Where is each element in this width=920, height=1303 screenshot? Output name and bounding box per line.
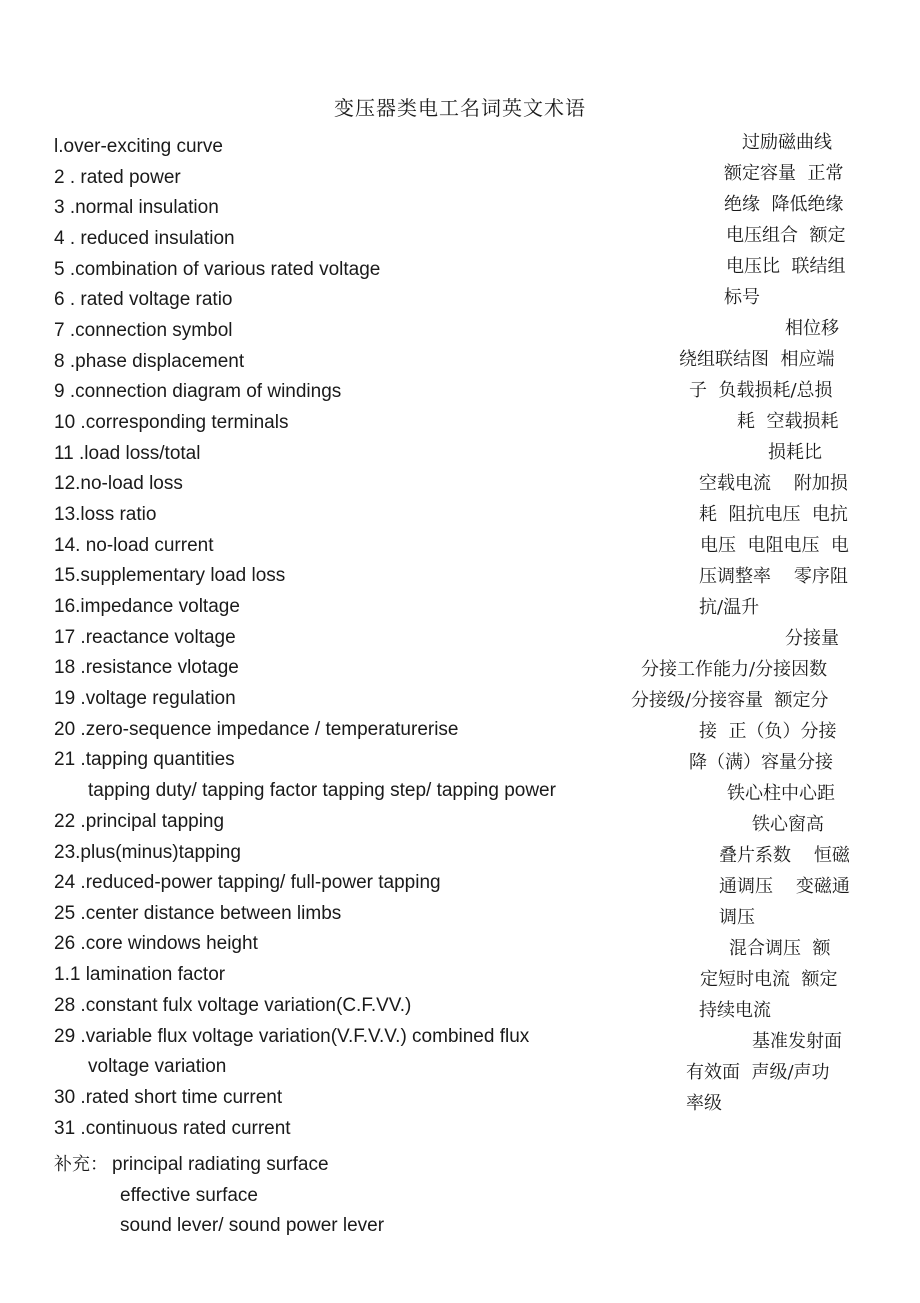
chinese-term-line: 耗 阻抗电压 电抗: [699, 504, 848, 525]
chinese-term-line: 额定容量 正常: [724, 163, 844, 184]
chinese-term-line: 分接工作能力/分接因数: [641, 659, 828, 680]
chinese-term-line: 调压: [719, 907, 755, 928]
english-term: 20 .zero-sequence impedance / temperaturerise: [54, 719, 459, 740]
english-term: 25 .center distance between limbs: [54, 903, 342, 924]
chinese-term-line: 电压 电阻电压 电: [700, 535, 849, 556]
english-term: 11 .load loss/total: [54, 443, 201, 464]
chinese-term-line: 定短时电流 额定: [700, 969, 838, 990]
english-term: tapping duty/ tapping factor tapping step/ tapping power: [88, 780, 556, 801]
chinese-term-line: 混合调压 额: [729, 938, 831, 959]
english-term: 16.impedance voltage: [54, 596, 240, 617]
english-term: l.over-exciting curve: [54, 136, 223, 157]
chinese-term-line: 过励磁曲线: [742, 132, 832, 153]
english-term: 12.no-load loss: [54, 473, 183, 494]
english-term: 2 . rated power: [54, 167, 181, 188]
english-term: 13.loss ratio: [54, 504, 157, 525]
english-term: 17 .reactance voltage: [54, 627, 236, 648]
english-term: 3 .normal insulation: [54, 197, 219, 218]
chinese-term-line: 耗 空载损耗: [737, 411, 839, 432]
chinese-term-line: 压调整率 零序阻: [699, 566, 848, 587]
chinese-term-line: 降（满）容量分接: [689, 752, 833, 773]
chinese-term-line: 持续电流: [699, 1000, 771, 1021]
chinese-term-line: 铁心窗高: [752, 814, 824, 835]
english-term: 30 .rated short time current: [54, 1087, 283, 1108]
english-term: 6 . rated voltage ratio: [54, 289, 233, 310]
english-term: 14. no-load current: [54, 535, 214, 556]
chinese-term-line: 抗/温升: [699, 597, 760, 618]
english-term: 19 .voltage regulation: [54, 688, 236, 709]
chinese-term-line: 接 正（负）分接: [699, 721, 837, 742]
chinese-term-line: 电压比 联结组: [726, 256, 846, 277]
english-term: 26 .core windows height: [54, 933, 258, 954]
supplement-term: sound lever/ sound power lever: [120, 1215, 385, 1236]
chinese-term-line: 铁心柱中心距: [727, 783, 835, 804]
english-term: 22 .principal tapping: [54, 811, 225, 832]
chinese-term-line: 损耗比: [768, 442, 822, 463]
chinese-term-line: 叠片系数 恒磁: [719, 845, 850, 866]
english-term: 1.1 lamination factor: [54, 964, 226, 985]
english-term: 28 .constant fulx voltage variation(C.F.VV.): [54, 995, 412, 1016]
chinese-term-line: 绝缘 降低绝缘: [724, 194, 844, 215]
chinese-term-line: 标号: [724, 287, 760, 308]
english-term: 21 .tapping quantities: [54, 749, 235, 770]
chinese-term-line: 分接级/分接容量 额定分: [631, 690, 829, 711]
chinese-term-line: 率级: [686, 1093, 722, 1114]
supplement-term: effective surface: [120, 1185, 259, 1206]
english-term: 4 . reduced insulation: [54, 228, 235, 249]
english-term: 18 .resistance vlotage: [54, 657, 239, 678]
english-term: 29 .variable flux voltage variation(V.F.V.V.) combined flux: [54, 1026, 530, 1047]
chinese-term-line: 有效面 声级/声功: [686, 1062, 830, 1083]
chinese-term-line: 分接量: [785, 628, 839, 649]
document-title: 变压器类电工名词英文术语: [334, 96, 586, 120]
chinese-term-line: 电压组合 额定: [726, 225, 846, 246]
english-term: voltage variation: [88, 1056, 227, 1077]
english-term: 7 .connection symbol: [54, 320, 233, 341]
chinese-term-line: 子 负载损耗/总损: [689, 380, 833, 401]
chinese-term-line: 绕组联结图 相应端: [679, 349, 835, 370]
english-term: 23.plus(minus)tapping: [54, 842, 241, 863]
english-term: 5 .combination of various rated voltage: [54, 259, 381, 280]
supplement-label: 补充：: [54, 1154, 108, 1175]
english-term: 24 .reduced-power tapping/ full-power tapping: [54, 872, 441, 893]
chinese-term-line: 基准发射面: [752, 1031, 842, 1052]
supplement-term: principal radiating surface: [112, 1154, 329, 1175]
english-term: 15.supplementary load loss: [54, 565, 286, 586]
english-term: 10 .corresponding terminals: [54, 412, 289, 433]
chinese-term-line: 相位移: [785, 318, 839, 339]
chinese-term-line: 空载电流 附加损: [699, 473, 848, 494]
english-term: 9 .connection diagram of windings: [54, 381, 342, 402]
english-term: 31 .continuous rated current: [54, 1118, 291, 1139]
chinese-term-line: 通调压 变磁通: [719, 876, 850, 897]
english-term: 8 .phase displacement: [54, 351, 245, 372]
